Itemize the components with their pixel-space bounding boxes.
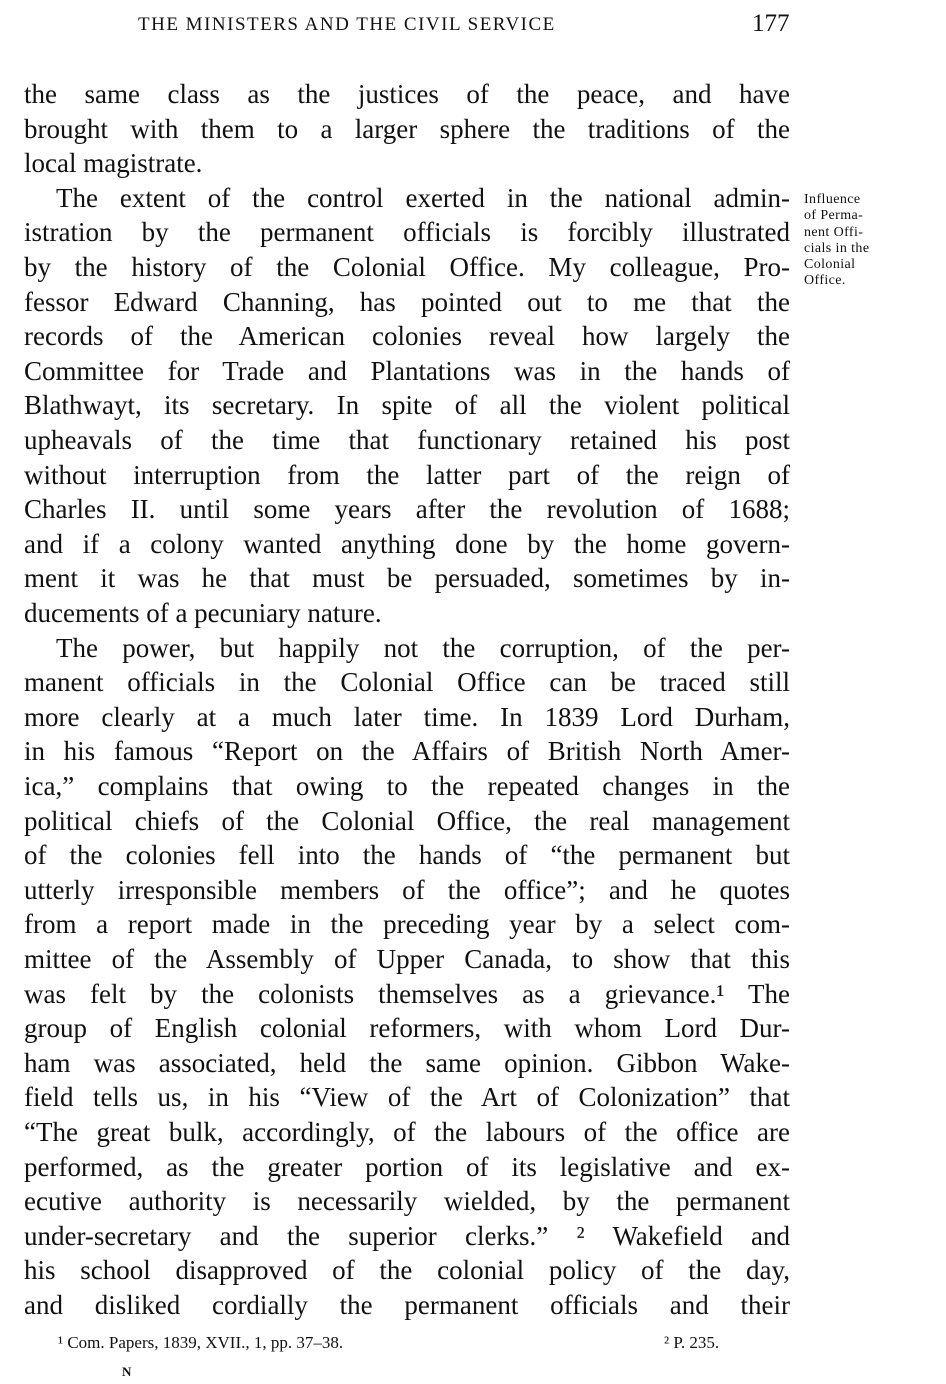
text-line: ecutive authority is necessarily wielded, by the permanent — [24, 1186, 790, 1217]
text-line: The power, but happily not the corruption, of the per- — [56, 632, 790, 663]
text-line: from a report made in the preceding year by a select com- — [24, 909, 790, 940]
text-line: Blathwayt, its secretary. In spite of all the violent political — [24, 390, 790, 421]
margin-note-line: Influence — [804, 192, 861, 207]
text-line: mittee of the Assembly of Upper Canada, to show that this — [24, 944, 790, 974]
running-header — [0, 10, 946, 40]
margin-note — [804, 192, 924, 290]
text-line: the same class as the justices of the peace, and have — [24, 79, 790, 109]
margin-note-line: Office. — [804, 273, 846, 289]
text-line: and if a colony wanted anything done by the home govern- — [24, 528, 790, 559]
text-line: by the history of the Colonial Office. My colleague, Pro- — [24, 252, 790, 282]
margin-note-line: nent Offi- — [804, 224, 864, 240]
text-line: group of English colonial reformers, with whom Lord Dur- — [24, 1013, 790, 1044]
text-line: manent officials in the Colonial Office can be traced still — [24, 667, 790, 698]
text-line: performed, as the greater portion of its legislative and ex- — [24, 1151, 790, 1182]
text-line: in his famous “Report on the Affairs of British North Amer- — [24, 736, 790, 767]
text-line: more clearly at a much later time. In 1839 Lord Durham, — [24, 701, 790, 732]
text-line: istration by the permanent officials is forcibly illustrated — [24, 217, 790, 248]
text-line: “The great bulk, accordingly, of the labours of the office are — [24, 1117, 790, 1147]
text-line: field tells us, in his “View of the Art of Colonization” that — [24, 1082, 790, 1113]
text-line: utterly irresponsible members of the office”; and he quotes — [24, 874, 790, 905]
page-number: 177 — [752, 10, 790, 37]
text-line: was felt by the colonists themselves as a grievance.¹ The — [24, 978, 790, 1009]
text-line: political chiefs of the Colonial Office, the real management — [24, 805, 790, 836]
text-line: of the colonies fell into the hands of “the permanent but — [24, 840, 790, 871]
text-line: upheavals of the time that functionary retained his post — [24, 425, 790, 455]
text-line: brought with them to a larger sphere the traditions of the — [24, 113, 790, 144]
footnote-1: ¹ Com. Papers, 1839, XVII., 1, pp. 37–38. — [58, 1333, 344, 1352]
margin-note-line: cials in the — [804, 240, 870, 256]
text-line: records of the American colonies reveal how largely the — [24, 321, 790, 352]
text-line: and disliked cordially the permanent officials and their — [24, 1290, 790, 1320]
text-line: his school disapproved of the colonial policy of the day, — [24, 1255, 790, 1286]
running-title: THE MINISTERS AND THE CIVIL SERVICE — [138, 14, 556, 35]
text-line: ment it was he that must be persuaded, sometimes by in- — [24, 563, 790, 594]
margin-note-line: of Perma- — [804, 208, 864, 224]
text-line: without interruption from the latter part of the reign of — [24, 459, 790, 490]
text-line: The extent of the control exerted in the national admin- — [56, 182, 790, 213]
text-line: ica,” complains that owing to the repeated changes in the — [24, 771, 790, 801]
signature-mark: N — [122, 1364, 132, 1379]
text-line: ducements of a pecuniary nature. — [24, 598, 382, 628]
text-line: Charles II. until some years after the revolution of 1688; — [24, 494, 790, 525]
footnote-2: ² P. 235. — [664, 1333, 720, 1352]
text-line: ham was associated, held the same opinion. Gibbon Wake- — [24, 1047, 790, 1078]
text-line: fessor Edward Channing, has pointed out to me that the — [24, 286, 790, 317]
text-line: local magistrate. — [24, 148, 203, 179]
text-line: Committee for Trade and Plantations was in the hands of — [24, 355, 790, 386]
margin-note-line: Colonial — [804, 257, 856, 273]
text-line: under-secretary and the superior clerks.” ² Wakefield and — [24, 1220, 790, 1251]
